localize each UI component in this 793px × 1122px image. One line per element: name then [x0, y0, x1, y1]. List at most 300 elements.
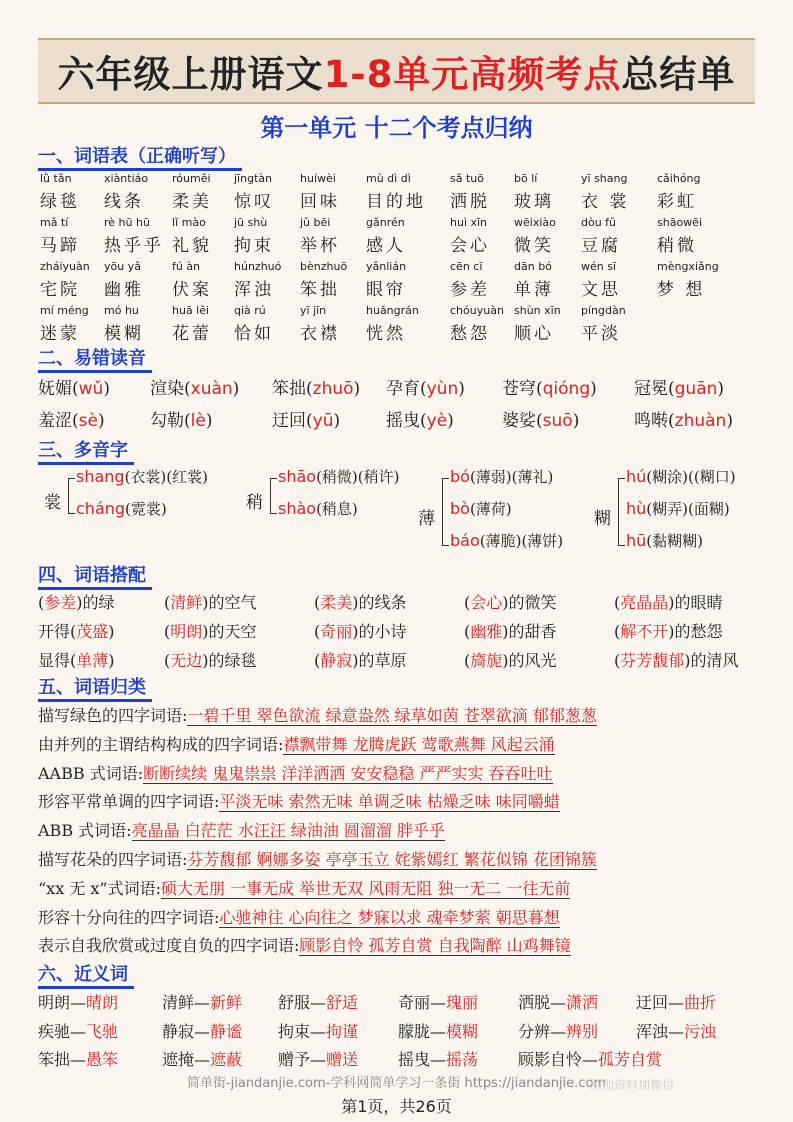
vocab-word: [300, 260, 347, 300]
vocab-word: [657, 216, 702, 256]
synonym: 遮蔽: [210, 1050, 243, 1069]
pronunciation-row: [38, 406, 758, 434]
suffix: )的草原: [352, 651, 407, 670]
collocation-row: [38, 590, 768, 618]
category-answers: 芬芳馥郁 婀娜多姿 亭亭玉立 姹紫嫣红 繁花似锦 花团锦簇: [187, 850, 597, 869]
synonym-pair: [398, 990, 478, 1013]
prefix: (: [314, 651, 321, 670]
word: 顾影自怜—: [518, 1050, 599, 1069]
prefix: 开得(: [38, 622, 77, 641]
example-words: (黏糊糊): [646, 532, 703, 550]
hanzi: 顺心: [514, 324, 554, 344]
pinyin: hū: [626, 531, 647, 550]
word: 渲染(: [150, 379, 191, 399]
synonym: 新鲜: [210, 993, 243, 1012]
synonym: 晴朗: [86, 993, 119, 1012]
category-answers: 顾影自怜 孤芳自赏 自我陶醉 山鸡舞镜: [299, 936, 571, 956]
vocab-word: [40, 172, 80, 212]
word: 鸣啭(: [634, 411, 675, 431]
hanzi: 花蕾: [172, 324, 212, 344]
synonym-row: [38, 990, 768, 1018]
paren: ): [232, 379, 240, 399]
brace: [68, 478, 75, 514]
collocation-item: [614, 590, 723, 613]
prefix: (: [614, 651, 621, 670]
collocation-item: [314, 648, 407, 671]
vocab-word: [657, 172, 701, 212]
hanzi: 迷蒙: [40, 324, 80, 344]
pinyin: yī shang: [581, 172, 628, 185]
pronunciation-item: [502, 374, 597, 399]
vocab-word: [581, 216, 621, 256]
hanzi: 稍微: [657, 236, 697, 256]
category-label: ABB 式词语:: [38, 821, 132, 841]
word: 摇曳(: [386, 411, 427, 431]
answer: 静寂: [320, 651, 353, 670]
hanzi: 玻璃: [514, 192, 554, 212]
collocation-item: [614, 619, 723, 642]
polyphone-char: 裳: [44, 493, 61, 513]
pinyin: wēixiào: [514, 216, 556, 229]
vocab-word: [40, 216, 80, 256]
hanzi: 举杯: [300, 236, 340, 256]
synonym: 拘谨: [326, 1022, 359, 1041]
polyphone-char: 糊: [594, 509, 611, 529]
collocation-item: [464, 590, 557, 613]
collocation-row: [38, 619, 768, 647]
word: 笨拙(: [272, 379, 313, 399]
synonym-pair: [518, 990, 598, 1013]
vocab-row: [38, 216, 758, 260]
synonym-pair: [162, 1047, 242, 1070]
section-6-heading: 六、近义词: [38, 964, 134, 989]
synonym: 静谧: [210, 1022, 243, 1041]
paren: ): [726, 411, 733, 431]
word: 迂回(: [272, 411, 313, 431]
title-part-3: 总结单: [621, 53, 736, 96]
hanzi: 单薄: [514, 280, 554, 300]
prefix: (: [314, 593, 321, 612]
hanzi: 柔美: [172, 192, 212, 212]
pinyin: bò: [450, 499, 470, 518]
pronunciation-item: [502, 406, 579, 431]
pinyin: sǎ tuō: [450, 172, 484, 185]
pinyin: hù: [626, 499, 647, 518]
paren: ): [353, 379, 361, 399]
hanzi: 礼貌: [172, 236, 212, 256]
collocation-item: [38, 648, 115, 671]
word: 迂回—: [636, 993, 685, 1012]
answer: 参差: [44, 593, 77, 612]
answer: 旖旎: [470, 651, 503, 670]
prefix: (: [464, 622, 471, 641]
pinyin: suō: [542, 411, 573, 431]
classification-row: [38, 732, 758, 760]
pronunciation-row: [38, 374, 758, 402]
category-answers: 一碧千里 翠色欲流 绿意盎然 绿草如茵 苍翠欲滴 郁郁葱葱: [187, 706, 597, 725]
pinyin: rè hū hū: [104, 216, 150, 229]
pinyin: xuàn: [190, 379, 233, 399]
hanzi: 衣 裳: [581, 192, 630, 212]
pinyin: bènzhuō: [300, 260, 348, 273]
brace: [618, 478, 625, 546]
vocab-word: [366, 260, 406, 300]
suffix: )的空气: [202, 593, 257, 612]
category-answers: 硕大无朋 一事无成 举世无双 风雨无阻 独一无二 一往无前: [161, 878, 571, 898]
polyphone-reading: [626, 530, 703, 551]
section-2-heading: 二、易错读音: [38, 348, 152, 373]
collocation-row: [38, 648, 768, 676]
pinyin: shang: [76, 467, 125, 486]
pinyin: mèngxiǎng: [657, 260, 719, 273]
category-label: 形容十分向往的四字词语:: [38, 907, 220, 927]
hanzi: 愁怨: [450, 324, 490, 344]
polyphone-reading: [450, 530, 563, 551]
word: 清鲜—: [162, 993, 211, 1012]
suffix: )的小诗: [352, 622, 407, 641]
vocab-word: [514, 172, 554, 212]
synonym-pair: [636, 990, 716, 1013]
pinyin: hú: [626, 467, 647, 486]
paren: ): [205, 411, 213, 431]
vocab-word: [581, 260, 621, 300]
vocab-word: [172, 172, 212, 212]
synonym-pair: [278, 1047, 358, 1070]
vocab-word: [234, 172, 274, 212]
synonym: 辨别: [566, 1022, 599, 1041]
paren: ): [447, 411, 454, 431]
synonym-pair: [162, 990, 242, 1013]
paren: ): [97, 411, 105, 431]
polyphone-char: 稍: [246, 493, 263, 513]
suffix: )的愁怨: [668, 622, 723, 641]
pinyin: lǐ mào: [172, 216, 206, 229]
vocab-word: [172, 260, 212, 300]
pinyin: qià rú: [234, 304, 266, 317]
vocab-word: [234, 216, 274, 256]
answer: 幽雅: [470, 622, 503, 641]
word: 笨拙—: [38, 1050, 87, 1069]
example-words: (薄脆)(薄饼): [479, 532, 564, 550]
word: 静寂—: [162, 1022, 211, 1041]
paren: ): [458, 379, 465, 399]
suffix: )的风光: [502, 651, 557, 670]
classification-row: [38, 905, 758, 933]
answer: 单薄: [76, 651, 109, 670]
brace: [270, 478, 277, 514]
category-answers: 断断续续 鬼鬼祟祟 洋洋洒洒 安安稳稳 严严实实 吞吞吐吐: [143, 763, 553, 783]
hanzi: 绿毯: [40, 192, 80, 212]
suffix: )的甜香: [502, 622, 557, 641]
word: 浑浊—: [636, 1022, 685, 1041]
vocab-word: [450, 172, 490, 212]
pinyin: jǔ bēi: [300, 216, 331, 229]
vocab-word: [450, 260, 490, 300]
hanzi: 幽雅: [104, 280, 144, 300]
word: 舒服—: [278, 993, 327, 1012]
suffix: )的绿: [76, 593, 115, 612]
vocab-word: [366, 304, 419, 344]
vocab-word: [234, 260, 281, 300]
synonym: 赠送: [326, 1050, 359, 1069]
hanzi: 线条: [104, 192, 144, 212]
suffix: ): [108, 651, 115, 670]
vocab-word: [514, 260, 554, 300]
category-answers: 心驰神往 心向往之 梦寐以求 魂牵梦萦 朝思暮想: [219, 907, 560, 927]
word: 孕育(: [386, 379, 427, 399]
answer: 芬芳馥郁: [620, 651, 685, 670]
pronunciation-item: [634, 406, 733, 431]
answer: 无边: [170, 651, 203, 670]
answer: 清鲜: [170, 593, 203, 612]
category-answers: 亮晶晶 白茫茫 水汪汪 绿油油 圆溜溜 胖乎乎: [131, 821, 445, 841]
hanzi: 豆腐: [581, 236, 621, 256]
section-4-heading: 四、词语搭配: [38, 565, 152, 590]
answer: 解不开: [620, 622, 669, 641]
polyphone-reading: [76, 498, 167, 519]
pinyin: yùn: [426, 379, 459, 399]
category-label: 描写绿色的四字词语:: [38, 706, 188, 725]
pinyin: shùn xīn: [514, 304, 561, 317]
word: 勾勒(: [150, 411, 191, 431]
synonym-pair: [38, 1047, 118, 1070]
hanzi: 恍然: [366, 324, 406, 344]
prefix: (: [464, 593, 471, 612]
paren: ): [572, 411, 580, 431]
pinyin: yǎnlián: [366, 260, 407, 273]
example-words: (稍微)(稍许): [316, 468, 400, 486]
hanzi: 马蹄: [40, 236, 80, 256]
suffix: )的绿毯: [202, 651, 257, 670]
collocation-item: [614, 648, 739, 671]
word: 摇曳—: [398, 1050, 447, 1069]
hanzi: 模糊: [104, 324, 144, 344]
pinyin: cǎihóng: [657, 172, 701, 185]
vocab-word: [300, 304, 340, 344]
synonym: 模糊: [446, 1022, 479, 1041]
pinyin: mó hu: [104, 304, 139, 317]
word: 遮掩—: [162, 1050, 211, 1069]
pinyin: píngdàn: [581, 304, 626, 317]
pinyin: huíwèi: [300, 172, 336, 185]
pinyin: jū shù: [234, 216, 268, 229]
word: 苍穹(: [502, 379, 543, 399]
polyphone-reading: [626, 466, 736, 487]
suffix: )的眼睛: [668, 593, 723, 612]
vocab-word: [581, 172, 629, 212]
collocation-item: [164, 619, 257, 642]
pinyin: qióng: [542, 379, 591, 399]
classification-row: [38, 703, 758, 731]
unit-title: 第一单元 十二个考点归纳: [260, 114, 533, 142]
suffix: )的清风: [684, 651, 739, 670]
paren: ): [717, 379, 725, 399]
example-words: (霓裳): [125, 500, 167, 518]
word: 奇丽—: [398, 993, 447, 1012]
pronunciation-item: [272, 374, 360, 399]
pinyin: bō lí: [514, 172, 538, 185]
hanzi: 眼帘: [366, 280, 406, 300]
pinyin: húnzhuó: [234, 260, 282, 273]
prefix: (: [314, 622, 321, 641]
synonym: 摇荡: [446, 1050, 479, 1069]
watermark: 添加资料加微信: [590, 1078, 675, 1092]
pinyin: lǜ tǎn: [40, 172, 72, 185]
category-label: 描写花朵的四字词语:: [38, 850, 188, 869]
vocab-word: [581, 304, 626, 344]
polyphone-reading: [626, 498, 730, 519]
vocab-word: [366, 172, 426, 212]
classification-row: [38, 789, 758, 817]
suffix: ): [108, 622, 115, 641]
synonym: 飞驰: [86, 1022, 119, 1041]
pronunciation-item: [634, 374, 724, 399]
page-title: [38, 38, 755, 104]
hanzi: 微笑: [514, 236, 554, 256]
collocation-item: [38, 590, 115, 613]
pinyin: shāo: [278, 467, 317, 486]
hanzi: 洒脱: [450, 192, 490, 212]
vocab-word: [514, 216, 556, 256]
hanzi: 恰如: [234, 324, 274, 344]
synonym: 舒适: [326, 993, 359, 1012]
vocab-word: [40, 304, 89, 344]
example-words: (衣裳)(红裳): [124, 468, 208, 486]
classification-row: [38, 847, 758, 875]
pinyin: huì xīn: [450, 216, 488, 229]
synonym: 瑰丽: [446, 993, 479, 1012]
pinyin: róuměi: [172, 172, 211, 185]
vocab-row: [38, 260, 758, 304]
hanzi: 惊叹: [234, 192, 274, 212]
pinyin: shào: [278, 499, 317, 518]
collocation-item: [314, 619, 407, 642]
synonym-row: [38, 1047, 768, 1075]
hanzi: 浑浊: [234, 280, 274, 300]
prefix: (: [164, 651, 171, 670]
example-words: (薄弱)(薄礼): [469, 468, 554, 486]
vocab-word: [172, 304, 212, 344]
paren: ): [333, 411, 341, 431]
vocab-word: [104, 216, 164, 256]
example-words: (糊弄)(面糊): [646, 500, 730, 518]
hanzi: 目的地: [366, 192, 426, 212]
prefix: (: [38, 593, 45, 612]
vocab-word: [234, 304, 274, 344]
polyphone-reading: [76, 466, 208, 487]
pinyin: wén sī: [581, 260, 617, 273]
pinyin: guān: [674, 379, 718, 399]
example-words: (稍息): [316, 500, 358, 518]
vocab-word: [40, 260, 90, 300]
collocation-item: [464, 648, 557, 671]
section-5-heading: 五、词语归类: [38, 677, 152, 702]
pinyin: gǎnrén: [366, 216, 405, 229]
pinyin: cēn cī: [450, 260, 483, 273]
prefix: 显得(: [38, 651, 77, 670]
pinyin: sè: [78, 411, 98, 431]
pinyin: cháng: [76, 499, 126, 518]
hanzi: 彩虹: [657, 192, 697, 212]
collocation-item: [464, 619, 557, 642]
synonym: 愚笨: [86, 1050, 119, 1069]
synonym-pair: [38, 990, 118, 1013]
vocab-word: [172, 216, 212, 256]
word: 拘束—: [278, 1022, 327, 1041]
vocab-word: [450, 216, 490, 256]
pinyin: zhuō: [312, 379, 354, 399]
vocab-word: [104, 260, 144, 300]
word: 妩媚(: [38, 379, 79, 399]
brace: [442, 478, 449, 546]
category-label: 由并列的主谓结构构成的四字词语:: [38, 734, 284, 754]
collocation-item: [164, 648, 257, 671]
word: 分辨—: [518, 1022, 567, 1041]
answer: 亮晶晶: [620, 593, 669, 612]
classification-row: [38, 761, 758, 789]
classification-row: [38, 933, 758, 961]
pinyin: fú àn: [172, 260, 201, 273]
section-3-heading: 三、多音字: [38, 440, 134, 465]
category-label: AABB 式词语:: [38, 763, 144, 783]
category-label: 表示自我欣赏或过度自负的四字词语:: [38, 936, 300, 956]
prefix: (: [164, 622, 171, 641]
pronunciation-item: [150, 374, 239, 399]
pinyin: mǎ tí: [40, 216, 69, 229]
answer: 明朗: [170, 622, 203, 641]
synonym: 孤芳自赏: [598, 1050, 663, 1069]
hanzi: 梦 想: [657, 280, 706, 300]
synonym-pair: [278, 1019, 358, 1042]
hanzi: 回味: [300, 192, 340, 212]
synonym-row: [38, 1019, 768, 1047]
synonym-pair: [518, 1019, 598, 1042]
paren: ): [590, 379, 597, 399]
vocab-word: [104, 304, 144, 344]
synonym-pair: [398, 1047, 478, 1070]
pinyin: lè: [190, 411, 206, 431]
vocab-word: [450, 304, 504, 344]
title-part-1: 六年级上册语文: [57, 53, 324, 96]
category-answers: 平淡无味 索然无味 单调乏味 枯燥乏味 味同嚼蜡: [219, 792, 560, 812]
polyphone-char: 薄: [418, 509, 435, 529]
pinyin: xiàntiáo: [104, 172, 149, 185]
pinyin: báo: [450, 531, 480, 550]
vocab-word: [300, 216, 340, 256]
word: 羞涩(: [38, 411, 79, 431]
hanzi: 平淡: [581, 324, 621, 344]
collocation-item: [38, 619, 115, 642]
paren: ): [103, 379, 110, 399]
word: 婆娑(: [502, 411, 543, 431]
vocab-word: [657, 260, 719, 300]
hanzi: 热乎乎: [104, 236, 164, 256]
hanzi: 参差: [450, 280, 490, 300]
pinyin: zhuàn: [674, 411, 727, 431]
vocab-word: [514, 304, 561, 344]
polyphone-reading: [450, 466, 553, 487]
answer: 柔美: [320, 593, 353, 612]
prefix: (: [164, 593, 171, 612]
hanzi: 伏案: [172, 280, 212, 300]
pronunciation-item: [38, 374, 110, 399]
word: 冠冕(: [634, 379, 675, 399]
hanzi: 笨拙: [300, 280, 340, 300]
polyphone-reading: [278, 498, 358, 519]
vocab-word: [104, 172, 148, 212]
synonym-pair: [398, 1019, 478, 1042]
collocation-item: [314, 590, 407, 613]
